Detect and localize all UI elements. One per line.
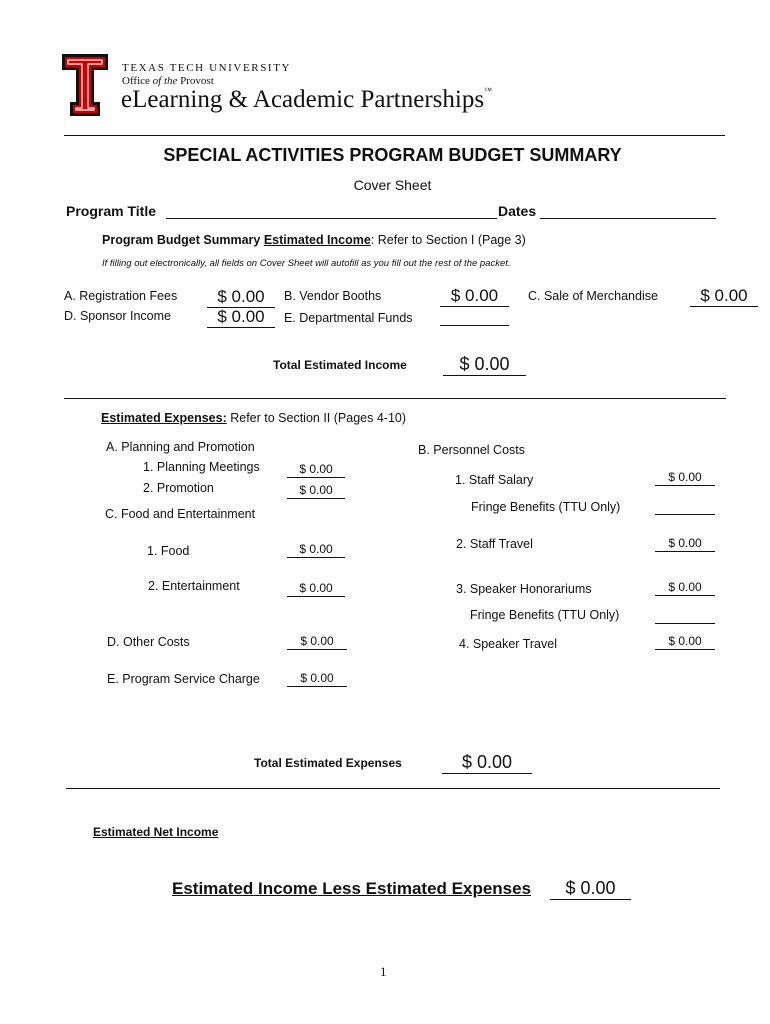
double-t-logo-icon <box>60 52 110 118</box>
department-text: eLearning & Academic Partnerships <box>121 86 485 113</box>
staff-travel-label: 2. Staff Travel <box>456 537 533 551</box>
total-income-label: Total Estimated Income <box>273 358 407 372</box>
sponsor-income-label: D. Sponsor Income <box>64 309 171 323</box>
registration-fees-label: A. Registration Fees <box>64 289 178 303</box>
food-label: 1. Food <box>147 544 190 558</box>
autofill-note: If filling out electronically, all fields on Cover Sheet will autofill as you fill out the rest of the packet. <box>102 258 511 269</box>
expenses-heading <box>101 411 406 425</box>
departmental-funds-label: E. Departmental Funds <box>284 311 413 325</box>
planning-meetings-field[interactable]: $ 0.00 <box>287 461 345 478</box>
planning-meetings-label: 1. Planning Meetings <box>143 460 260 474</box>
vendor-booths-field[interactable]: $ 0.00 <box>440 286 509 307</box>
trademark: ™ <box>484 86 492 95</box>
speaker-travel-field[interactable]: $ 0.00 <box>655 633 715 650</box>
income-heading-label: Estimated Income <box>263 233 371 247</box>
entertainment-label: 2. Entertainment <box>148 579 240 593</box>
personnel-costs-label: B. Personnel Costs <box>418 443 525 457</box>
staff-salary-field[interactable]: $ 0.00 <box>655 469 715 486</box>
department-name <box>121 86 492 114</box>
office-prefix: Office <box>122 75 153 87</box>
income-heading-refer: : Refer to Section I (Page 3) <box>370 233 526 247</box>
dates-input[interactable] <box>540 202 716 219</box>
page-title: SPECIAL ACTIVITIES PROGRAM BUDGET SUMMARY <box>163 145 622 165</box>
ttu-logo <box>60 52 110 118</box>
merchandise-field[interactable]: $ 0.00 <box>690 286 758 307</box>
staff-salary-label: 1. Staff Salary <box>455 473 534 487</box>
departmental-funds-field[interactable] <box>440 306 509 326</box>
speaker-honorariums-field[interactable]: $ 0.00 <box>655 579 715 596</box>
expenses-heading-label: Estimated Expenses: <box>101 411 227 425</box>
food-field[interactable]: $ 0.00 <box>287 541 345 558</box>
other-costs-field[interactable]: $ 0.00 <box>287 633 347 650</box>
program-title-label: Program Title <box>66 203 156 219</box>
promotion-field[interactable]: $ 0.00 <box>287 482 345 499</box>
planning-promotion-label: A. Planning and Promotion <box>106 440 255 454</box>
staff-travel-field[interactable]: $ 0.00 <box>655 535 715 552</box>
fringe-benefits-2-field[interactable] <box>655 607 715 624</box>
food-entertainment-label: C. Food and Entertainment <box>105 507 256 521</box>
sponsor-income-field[interactable]: $ 0.00 <box>207 307 275 328</box>
service-charge-label: E. Program Service Charge <box>107 672 260 686</box>
income-less-expenses-label: Estimated Income Less Estimated Expenses <box>172 879 532 898</box>
dates-label: Dates <box>498 203 537 219</box>
university-name: TEXAS TECH UNIVERSITY <box>122 62 292 74</box>
program-title-input[interactable] <box>166 202 497 219</box>
fringe-benefits-2-label: Fringe Benefits (TTU Only) <box>470 608 620 622</box>
income-divider <box>64 398 726 399</box>
entertainment-field[interactable]: $ 0.00 <box>287 580 345 597</box>
service-charge-field[interactable]: $ 0.00 <box>287 670 347 687</box>
total-income-field[interactable]: $ 0.00 <box>443 353 526 376</box>
income-heading <box>102 233 526 247</box>
vendor-booths-label: B. Vendor Booths <box>284 289 382 303</box>
total-expenses-field[interactable]: $ 0.00 <box>442 751 532 774</box>
page-subtitle: Cover Sheet <box>353 177 432 193</box>
fringe-benefits-1-field[interactable] <box>655 498 715 515</box>
other-costs-label: D. Other Costs <box>107 635 190 649</box>
fringe-benefits-1-label: Fringe Benefits (TTU Only) <box>471 500 621 514</box>
promotion-label: 2. Promotion <box>143 481 214 495</box>
net-income-field[interactable]: $ 0.00 <box>550 877 631 900</box>
net-income-heading: Estimated Net Income <box>93 825 219 839</box>
expenses-divider <box>66 788 720 789</box>
office-of: of the <box>152 75 178 87</box>
expenses-heading-refer: Refer to Section II (Pages 4-10) <box>226 411 407 425</box>
income-heading-lead: Program Budget Summary <box>102 233 264 247</box>
page-number: 1 <box>380 964 387 979</box>
header-divider <box>64 135 725 136</box>
speaker-travel-label: 4. Speaker Travel <box>459 637 557 651</box>
total-expenses-label: Total Estimated Expenses <box>254 756 402 770</box>
registration-fees-field[interactable]: $ 0.00 <box>207 287 275 308</box>
speaker-honorariums-label: 3. Speaker Honorariums <box>456 582 592 596</box>
merchandise-label: C. Sale of Merchandise <box>528 289 658 303</box>
office-suffix: Provost <box>177 75 214 87</box>
